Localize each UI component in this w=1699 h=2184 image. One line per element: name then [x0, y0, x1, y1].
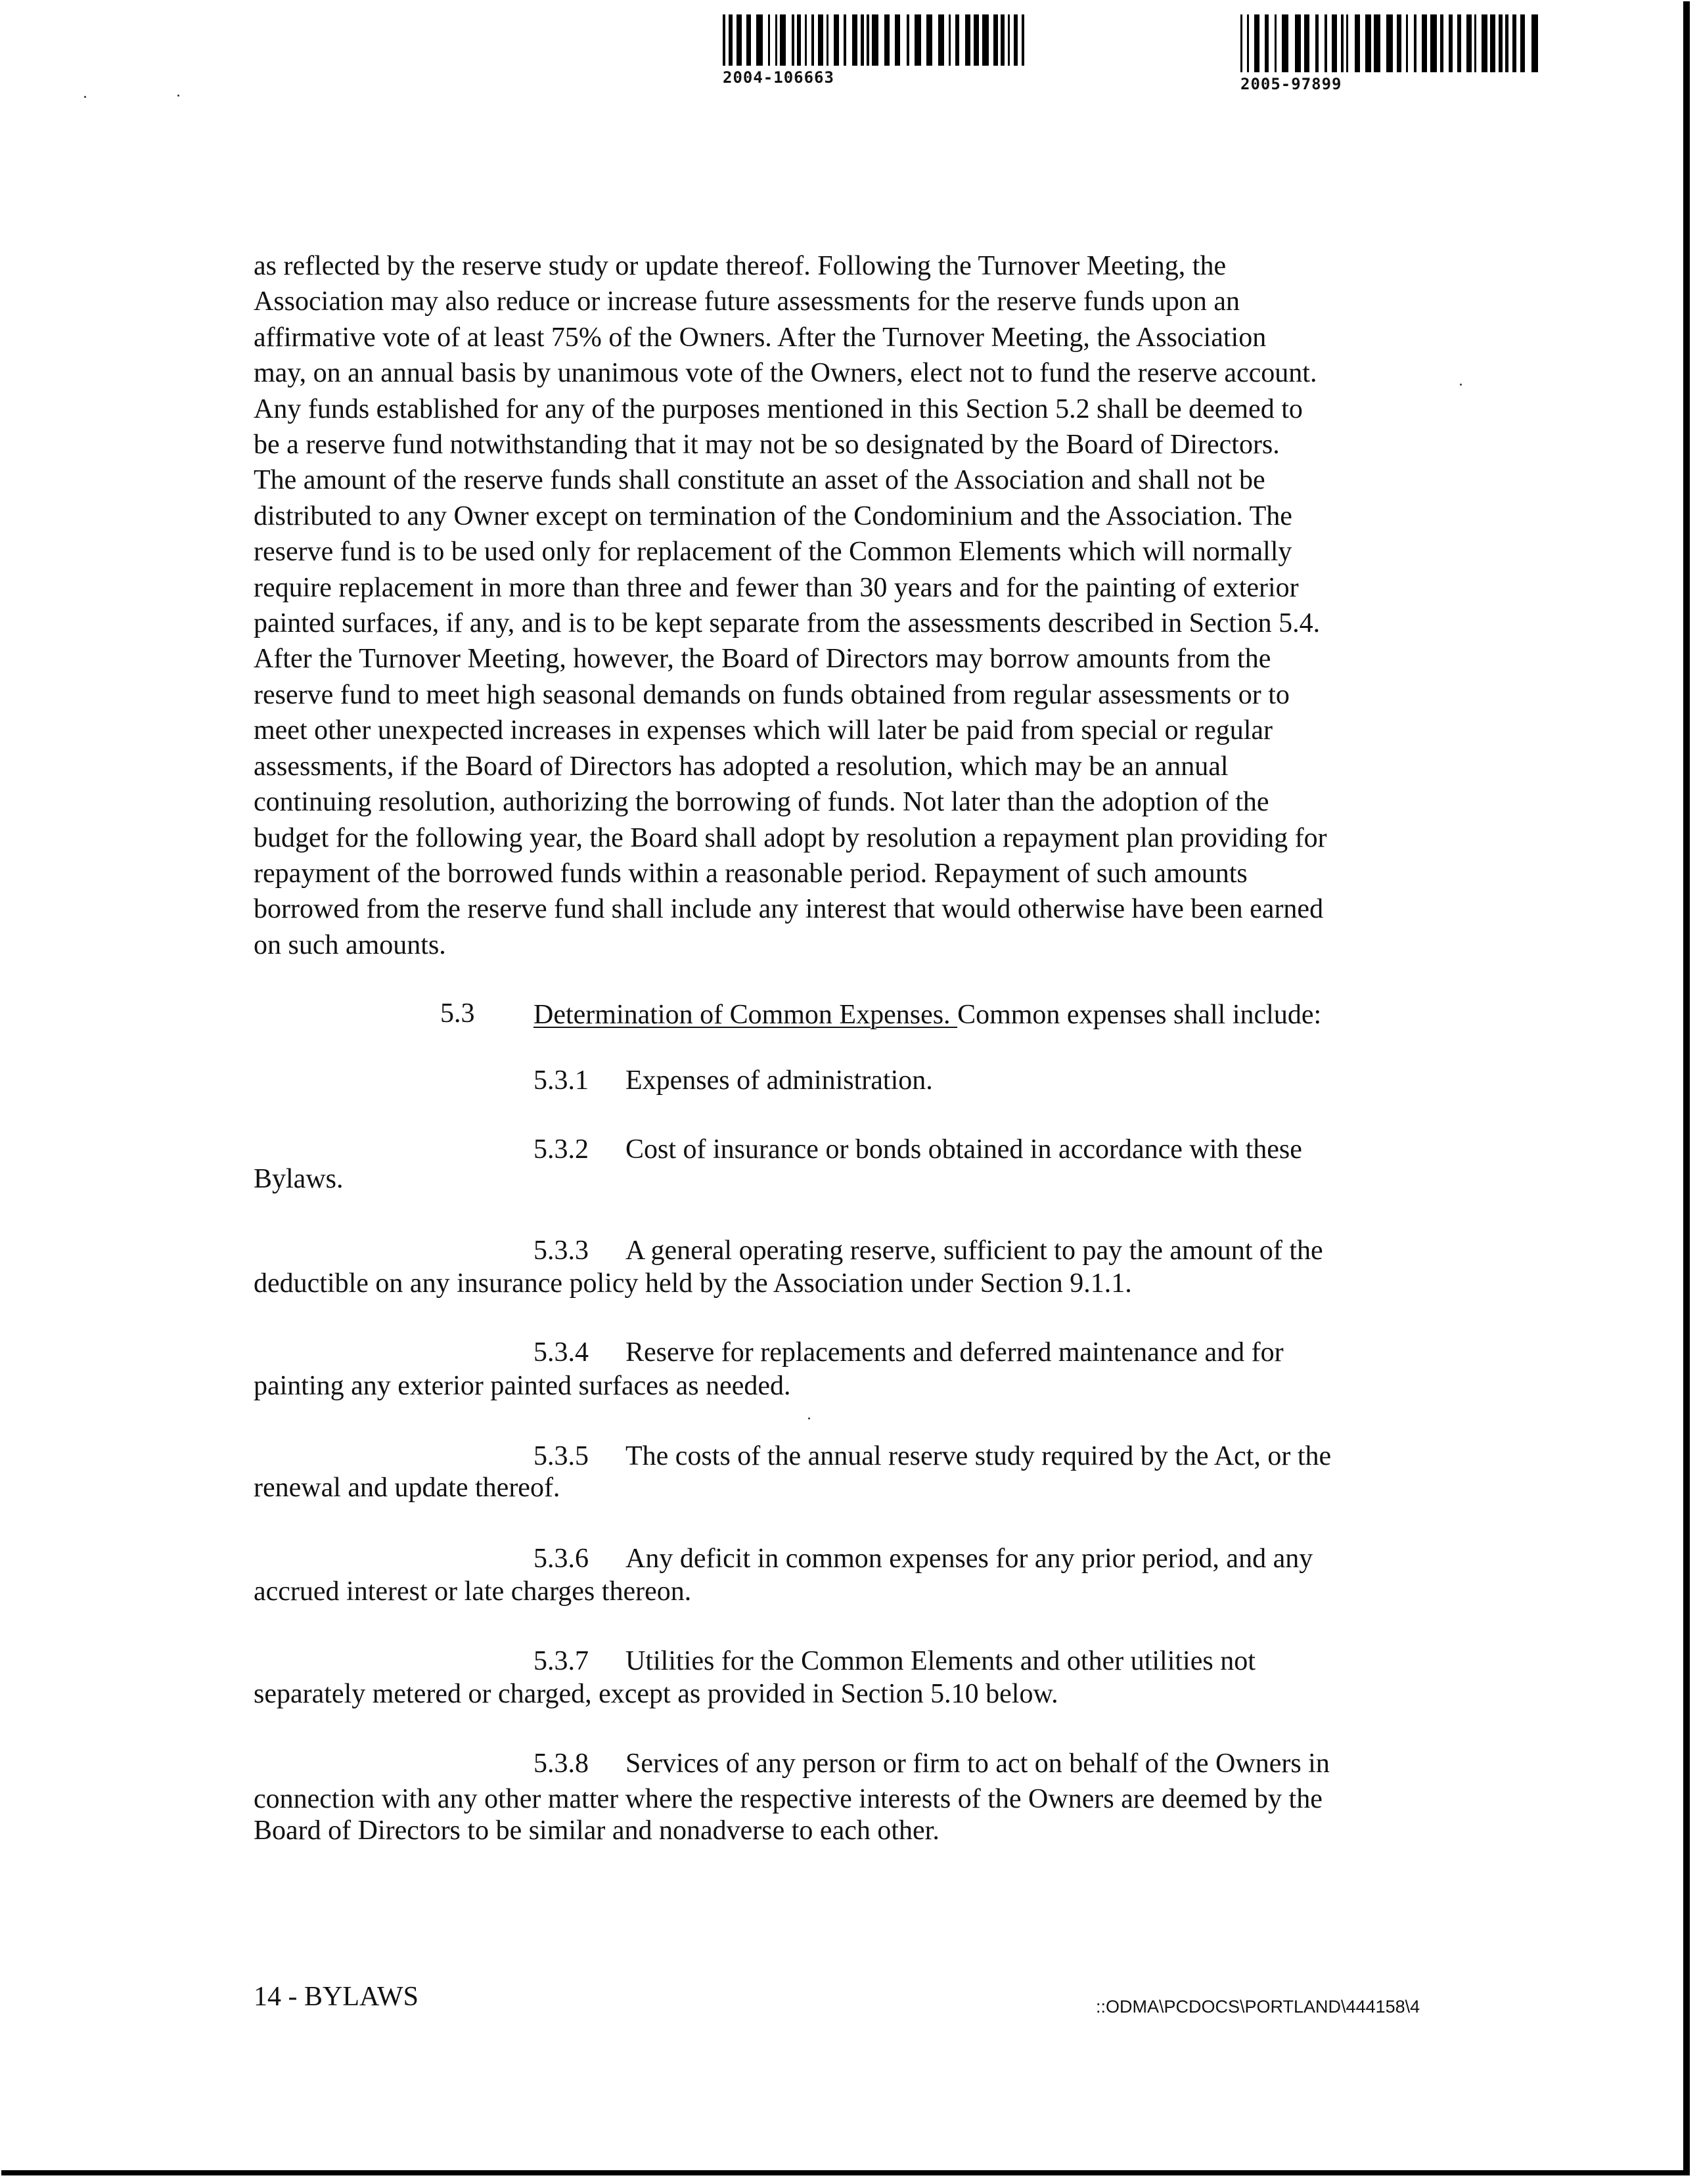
barcode-bar — [852, 14, 857, 66]
reserve-fund-paragraph — [254, 248, 1476, 963]
barcode-bar — [1254, 14, 1259, 72]
barcode-bar — [1332, 14, 1337, 72]
paragraph-line: budget for the following year, the Board shall adopt by resolution a repayment plan providing for — [254, 822, 1327, 853]
barcode-bar — [1505, 14, 1508, 72]
barcode-right-bars — [1240, 14, 1539, 72]
barcode-bar — [1422, 14, 1427, 72]
paragraph-line: repayment of the borrowed funds within a reasonable period. Repayment of such amounts — [254, 858, 1248, 889]
barcode-left-bars — [723, 14, 1025, 66]
barcode-bar — [797, 14, 801, 66]
barcode-bar — [1325, 14, 1327, 72]
item-text-continued: Bylaws. — [254, 1164, 344, 1194]
item-text-continued: renewal and update thereof. — [254, 1473, 560, 1503]
barcode-bar — [884, 14, 890, 66]
item-number: 5.3.5 — [533, 1441, 589, 1471]
paragraph-line: distributed to any Owner except on termination of the Condominium and the Association. The — [254, 501, 1292, 531]
barcode-bar — [1275, 14, 1277, 72]
barcode-bar — [1531, 14, 1538, 72]
paragraph-line: on such amounts. — [254, 929, 446, 960]
scan-speck — [177, 95, 179, 97]
barcode-bar — [1355, 14, 1360, 72]
barcode-bar — [1295, 14, 1301, 72]
barcode-bar — [1406, 14, 1408, 72]
item-text: Reserve for replacements and deferred maintenance and for — [625, 1337, 1284, 1368]
paragraph-line: as reflected by the reserve study or update thereof. Following the Turnover Meeting, the — [254, 251, 1227, 281]
paragraph-line: affirmative vote of at least 75% of the Owners. After the Turnover Meeting, the Association — [254, 322, 1267, 353]
barcode-bar — [949, 14, 951, 66]
paragraph-line: The amount of the reserve funds shall constitute an asset of the Association and shall not be — [254, 465, 1265, 496]
item-text: Cost of insurance or bonds obtained in accordance with these — [625, 1134, 1302, 1165]
barcode-bar — [1365, 14, 1371, 72]
barcode-bar — [1430, 14, 1437, 72]
paragraph-line: painted surfaces, if any, and is to be kept separate from the assessments described in Section 5.4. — [254, 608, 1321, 639]
barcode-bar — [1457, 14, 1461, 72]
scan-speck — [84, 96, 86, 98]
item-number: 5.3.1 — [533, 1065, 589, 1096]
item-number: 5.3.8 — [533, 1749, 589, 1779]
barcode-2005 — [1240, 14, 1539, 93]
barcode-bar — [1304, 14, 1309, 72]
barcode-bar — [895, 14, 900, 66]
section-heading: Determination of Common Expenses. — [533, 1000, 958, 1030]
barcode-bar — [775, 14, 777, 66]
barcode-bar — [1520, 14, 1525, 72]
barcode-bar — [965, 14, 970, 66]
barcode-bar — [982, 14, 989, 66]
paragraph-line: reserve fund to meet high seasonal demands on funds obtained from regular assessments or to — [254, 679, 1290, 710]
paragraph-line: require replacement in more than three and fewer than 30 years and for the painting of exterior — [254, 572, 1299, 603]
barcode-bar — [818, 14, 823, 66]
barcode-bar — [1499, 14, 1503, 72]
item-text: Expenses of administration. — [625, 1065, 933, 1096]
barcode-bar — [1008, 14, 1010, 66]
barcode-bar — [756, 14, 763, 66]
barcode-bar — [1482, 14, 1487, 72]
barcode-bar — [872, 14, 878, 66]
barcode-bar — [1001, 14, 1005, 66]
barcode-bar — [938, 14, 944, 66]
footer-doc-path: ::ODMA\PCDOCS\PORTLAND\444158\4 — [1096, 1997, 1420, 2017]
item-number: 5.3.6 — [533, 1544, 589, 1574]
paragraph-line: may, on an annual basis by unanimous vote of the Owners, elect not to fund the reserve account. — [254, 358, 1317, 389]
item-number: 5.3.2 — [533, 1134, 589, 1165]
barcode-bar — [1265, 14, 1269, 72]
item-number: 5.3.3 — [533, 1236, 589, 1266]
barcode-bar — [993, 14, 998, 66]
barcode-bar — [1014, 14, 1018, 66]
barcode-bar — [1490, 14, 1495, 72]
scan-speck — [808, 1417, 810, 1419]
paragraph-line: continuing resolution, authorizing the borrowing of funds. Not later than the adoption of the — [254, 787, 1269, 818]
item-text-continued: painting any exterior painted surfaces as needed. — [254, 1371, 791, 1401]
item-text: The costs of the annual reserve study required by the Act, or the — [625, 1441, 1332, 1471]
barcode-bar — [844, 14, 846, 66]
barcode-bar — [955, 14, 959, 66]
item-number: 5.3.7 — [533, 1646, 589, 1676]
barcode-bar — [1449, 14, 1453, 72]
section-number: 5.3 — [440, 998, 475, 1029]
item-text: A general operating reserve, sufficient to pay the amount of the — [625, 1236, 1323, 1266]
footer-page-label: 14 - BYLAWS — [254, 1982, 419, 2012]
section-heading-line — [533, 997, 1321, 1033]
barcode-bar — [1315, 14, 1319, 72]
barcode-bar — [974, 14, 979, 66]
barcode-bar — [780, 14, 786, 66]
barcode-bar — [792, 14, 794, 66]
barcode-bar — [1414, 14, 1416, 72]
item-number: 5.3.4 — [533, 1337, 589, 1368]
item-text-continued: connection with any other matter where the respective interests of the Owners are deemed by the — [254, 1784, 1323, 1814]
item-text: Utilities for the Common Elements and other utilities not — [625, 1646, 1256, 1676]
barcode-bar — [811, 14, 814, 66]
paragraph-line: After the Turnover Meeting, however, the Board of Directors may borrow amounts from the — [254, 644, 1271, 675]
barcode-2004 — [723, 14, 1025, 87]
item-text-continued: deductible on any insurance policy held by the Association under Section 9.1.1. — [254, 1268, 1132, 1299]
barcode-bar — [834, 14, 839, 66]
barcode-bar — [1512, 14, 1516, 72]
section-intro: Common expenses shall include: — [957, 1000, 1322, 1030]
barcode-bar — [746, 14, 751, 66]
barcode-bar — [1440, 14, 1443, 72]
barcode-bar — [915, 14, 921, 66]
paragraph-line: Association may also reduce or increase future assessments for the reserve funds upon an — [254, 286, 1240, 317]
scan-speck — [1460, 384, 1462, 386]
paragraph-line: Any funds established for any of the purposes mentioned in this Section 5.2 shall be deemed to — [254, 393, 1303, 424]
barcode-bar — [1282, 14, 1288, 72]
barcode-bar — [867, 14, 869, 66]
barcode-bar — [736, 14, 742, 66]
barcode-bar — [1374, 14, 1380, 72]
paragraph-line: assessments, if the Board of Directors has adopted a resolution, which may be an annual — [254, 751, 1229, 782]
barcode-bar — [1397, 14, 1401, 72]
barcode-bar — [1247, 14, 1249, 72]
barcode-bar — [1022, 14, 1024, 66]
barcode-bar — [723, 14, 725, 66]
item-text-continued: separately metered or charged, except as provided in Section 5.10 below. — [254, 1679, 1058, 1709]
barcode-bar — [827, 14, 828, 66]
barcode-bar — [805, 14, 807, 66]
paragraph-line: be a reserve fund notwithstanding that it may not be so designated by the Board of Directors. — [254, 430, 1280, 460]
barcode-bar — [1474, 14, 1476, 72]
barcode-bar — [907, 14, 909, 66]
item-text-continued: accrued interest or late charges thereon. — [254, 1576, 692, 1607]
barcode-bar — [1346, 14, 1348, 72]
item-text-continued: Board of Directors to be similar and nonadverse to each other. — [254, 1816, 940, 1846]
barcode-bar — [926, 14, 932, 66]
barcode-bar — [861, 14, 864, 66]
paragraph-line: borrowed from the reserve fund shall include any interest that would otherwise have been earned — [254, 894, 1324, 925]
item-text: Services of any person or firm to act on behalf of the Owners in — [625, 1749, 1330, 1779]
paragraph-line: reserve fund is to be used only for replacement of the Common Elements which will normally — [254, 537, 1292, 568]
barcode-bar — [1466, 14, 1472, 72]
barcode-right-number: 2005-97899 — [1240, 75, 1342, 93]
barcode-bar — [729, 14, 733, 66]
barcode-bar — [1341, 14, 1344, 72]
paragraph-line: meet other unexpected increases in expenses which will later be paid from special or regular — [254, 715, 1273, 746]
barcode-bar — [1386, 14, 1393, 72]
barcode-bar — [1240, 14, 1242, 72]
barcode-bar — [768, 14, 770, 66]
barcode-left-number: 2004-106663 — [723, 68, 834, 87]
item-text: Any deficit in common expenses for any prior period, and any — [625, 1544, 1313, 1574]
